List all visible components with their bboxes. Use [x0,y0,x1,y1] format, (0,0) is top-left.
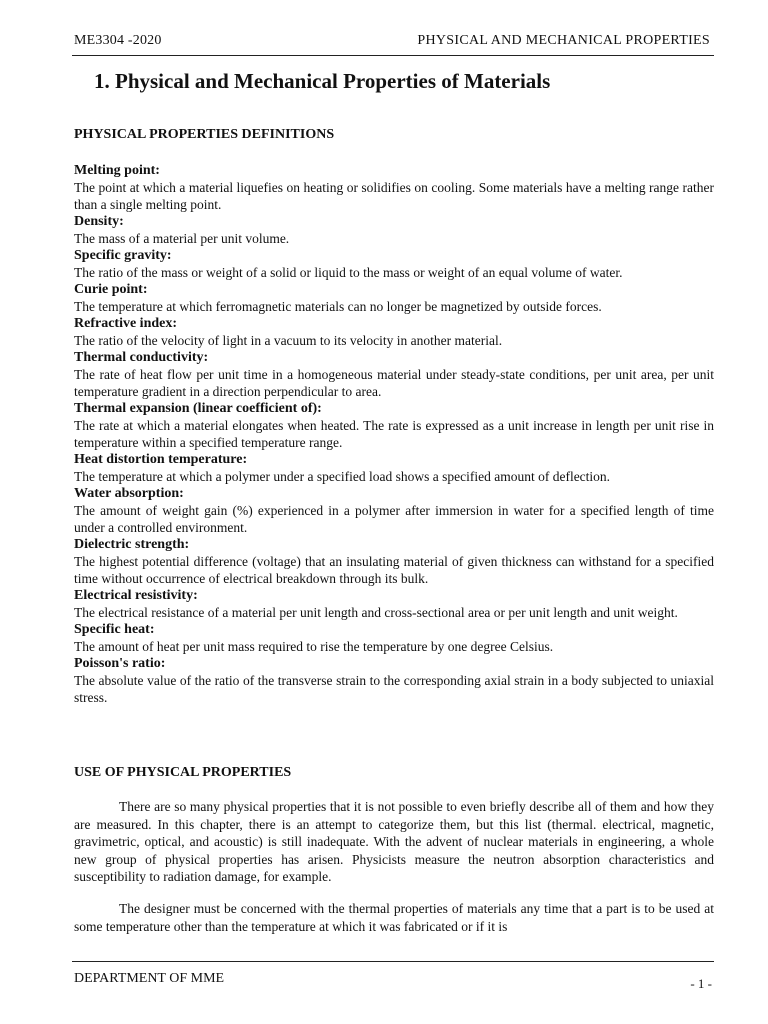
definition-term: Thermal conductivity: [74,350,209,365]
definitions-list [74,162,714,706]
footer-department: DEPARTMENT OF MME [74,971,225,986]
definition-term: Water absorption: [74,486,184,501]
definition-text: The electrical resistance of a material per unit length and cross-sectional area or per unit length and unit weight. [74,605,678,620]
definition-text: The temperature at which a polymer under a specified load shows a specified amount of deflection. [74,469,611,484]
definition-term: Heat distortion temperature: [74,452,248,467]
header-chapter-title: PHYSICAL AND MECHANICAL PROPERTIES [417,33,710,48]
definition-text: The ratio of the velocity of light in a vacuum to its velocity in another material. [74,333,503,348]
body-paragraph: There are so many physical properties that it is not possible to even briefly describe all of them and how they are measured. In this chapter, there is an attempt to categorize them, but this list (thermal. electrical, magnetic, gravimetric, optical, and acoustic) is still inadequate. With the advent of nuclear materials in engineering, a whole new group of physical properties has arisen. Physicists measure the neutron absorption characteristics and susceptibility to radiation damage, for example. [74,799,714,884]
definition-text: The amount of weight gain (%) experienced in a polymer after immersion in water for a specified length of time under a controlled environment. [74,503,714,535]
definition-text: The ratio of the mass or weight of a solid or liquid to the mass or weight of an equal volume of water. [74,265,623,280]
definition-term: Thermal expansion (linear coefficient of): [74,401,322,416]
definition-term: Specific heat: [74,622,155,637]
definition-text: The mass of a material per unit volume. [74,231,290,246]
definition-term: Melting point: [74,163,160,178]
definition-term: Electrical resistivity: [74,588,198,603]
definition-text: The amount of heat per unit mass required to rise the temperature by one degree Celsius. [74,639,554,654]
header-divider [72,55,714,56]
section-heading-definitions: PHYSICAL PROPERTIES DEFINITIONS [74,127,335,142]
definition-term: Density: [74,214,124,229]
definition-term: Poisson's ratio: [74,656,166,671]
definition-text: The absolute value of the ratio of the transverse strain to the corresponding axial strain in a body subjected to uniaxial stress. [74,673,714,705]
definition-term: Specific gravity: [74,248,172,263]
chapter-title: 1. Physical and Mechanical Properties of Materials [94,69,551,93]
footer-divider [72,961,714,962]
definition-term: Dielectric strength: [74,537,190,552]
page-number: - 1 - [690,976,712,991]
definition-text: The rate of heat flow per unit time in a homogeneous material under steady-state conditions, per unit area, per unit temperature gradient in a direction perpendicular to area. [74,367,714,399]
definition-text: The highest potential difference (voltage) that an insulating material of given thickness can withstand for a specified time without occurrence of electrical breakdown through its bulk. [74,554,714,586]
section-heading-use: USE OF PHYSICAL PROPERTIES [74,765,292,780]
definition-text: The rate at which a material elongates when heated. The rate is expressed as a unit increase in length per unit rise in temperature within a specified temperature range. [74,418,714,450]
definition-text: The temperature at which ferromagnetic materials can no longer be magnetized by outside forces. [74,299,602,314]
header-course-code: ME3304 -2020 [74,33,162,48]
definition-text: The point at which a material liquefies on heating or solidifies on cooling. Some materials have a melting range rather than a single melting point. [74,180,714,212]
definition-term: Curie point: [74,282,148,297]
definition-term: Refractive index: [74,316,178,331]
body-paragraph: The designer must be concerned with the thermal properties of materials any time that a part is to be used at some temperature other than the temperature at which it was fabricated or if it is [74,901,714,934]
